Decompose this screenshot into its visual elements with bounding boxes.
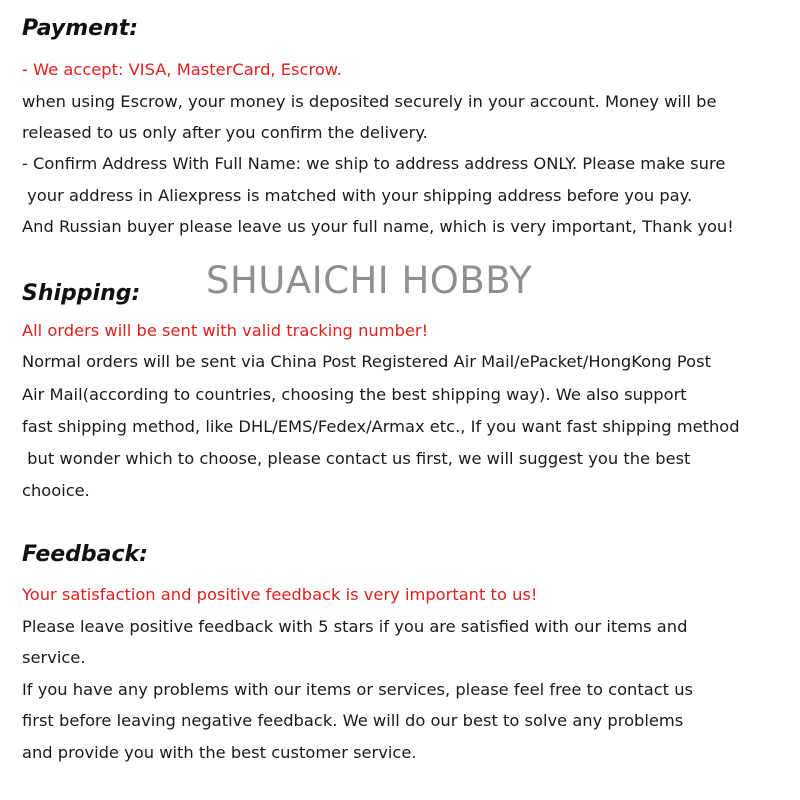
shipping-line: but wonder which to choose, please contact us first, we will suggest you the best: [22, 449, 691, 468]
shipping-line: chooice.: [22, 481, 90, 500]
payment-line: your address in Aliexpress is matched with your shipping address before you pay.: [22, 186, 693, 205]
feedback-line: service.: [22, 648, 86, 667]
shipping-line: Normal orders will be sent via China Post Registered Air Mail/ePacket/HongKong Post: [22, 352, 711, 371]
payment-line: - Confirm Address With Full Name: we ship to address address ONLY. Please make sure: [22, 154, 726, 173]
shipping-heading: Shipping:: [22, 281, 141, 306]
feedback-line: Please leave positive feedback with 5 stars if you are satisfied with our items and: [22, 617, 688, 636]
shipping-tracking-line: All orders will be sent with valid tracking number!: [22, 321, 429, 340]
shipping-line: fast shipping method, like DHL/EMS/Fedex/Armax etc., If you want fast shipping method: [22, 417, 740, 436]
payment-accept-line: - We accept: VISA, MasterCard, Escrow.: [22, 60, 342, 79]
payment-line: when using Escrow, your money is deposited securely in your account. Money will be: [22, 92, 717, 111]
payment-heading: Payment:: [22, 16, 139, 41]
shipping-line: Air Mail(according to countries, choosing the best shipping way). We also support: [22, 385, 687, 404]
payment-line: And Russian buyer please leave us your full name, which is very important, Thank you!: [22, 217, 734, 236]
payment-line: released to us only after you confirm the delivery.: [22, 123, 428, 142]
store-watermark: SHUAICHI HOBBY: [206, 259, 533, 302]
feedback-line: first before leaving negative feedback. We will do our best to solve any problems: [22, 711, 684, 730]
feedback-line: If you have any problems with our items or services, please feel free to contact us: [22, 680, 694, 699]
feedback-heading: Feedback:: [22, 542, 148, 567]
feedback-satisfaction-line: Your satisfaction and positive feedback is very important to us!: [22, 585, 538, 604]
feedback-line: and provide you with the best customer service.: [22, 743, 417, 762]
